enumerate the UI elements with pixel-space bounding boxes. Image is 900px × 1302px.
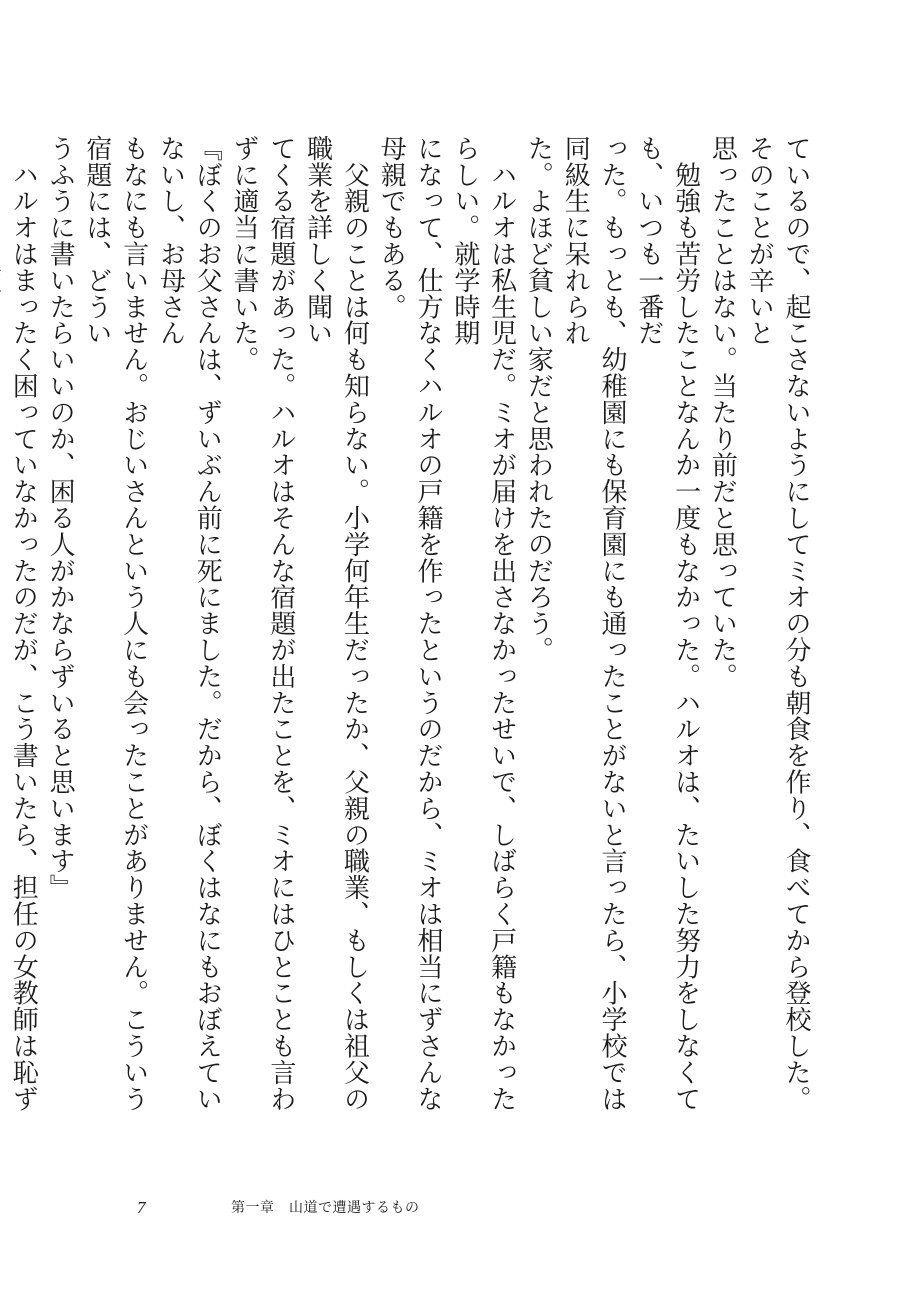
text-line: た。よほど貧しい家だと思われたのだろう。 [523,135,554,663]
text-line: ているので、起こさないようにしてミオの分も朝食を作り、食べてから登校した。そのことが辛いと [744,135,811,1112]
text-line: ハルオはまったく困っていなかったのだが、こう書いたら、担任の女教師は恥ず [8,161,39,1112]
text-line: もなにも言いません。おじいさんという人にも会ったことがありません。こういう宿題には、どうい [81,135,149,1112]
text-line: 父親のことは何も知らない。小学何年生だったか、父親の職業、もしくは祖父の職業を詳しく聞い [302,135,370,1112]
body-text [8,135,814,1125]
text-line: 思ったことはない。当たり前だと思っていた。 [707,135,738,690]
text-line: 勉強も苦労したことなんか一度もなかった。ハルオは、たいした努力をしなくても、いつも一番だ [633,135,701,1112]
running-head: 第一章 山道で遭遇するもの [231,1200,420,1216]
text-line: てくる宿題があった。ハルオはそんな宿題が出たことを、ミオにはひとことも言わずに適当に書いた。 [229,135,296,1112]
text-line: ハルオは私生児だ。ミオが届けを出さなかったせいで、しばらく戸籍もなかったらしい。就学時期 [449,135,517,1112]
text-line: 『ぼくのお父さんは、ずいぶん前に死にました。だから、ぼくはなにもおぼえていないし、お母さん [155,135,223,1112]
text-line: った。もっとも、幼稚園にも保育園にも通ったことがないと言ったら、小学校では同級生に呆れられ [560,135,628,1112]
page-number: 7 [137,1198,146,1217]
text-line: うふうに書いたらいいのか、困る人がかならずいると思います』 [45,135,76,901]
text-line: になって、仕方なくハルオの戸籍を作ったというのだから、ミオは相当にずさんな母親でもある。 [376,135,444,1112]
page-footer [0,1196,900,1226]
